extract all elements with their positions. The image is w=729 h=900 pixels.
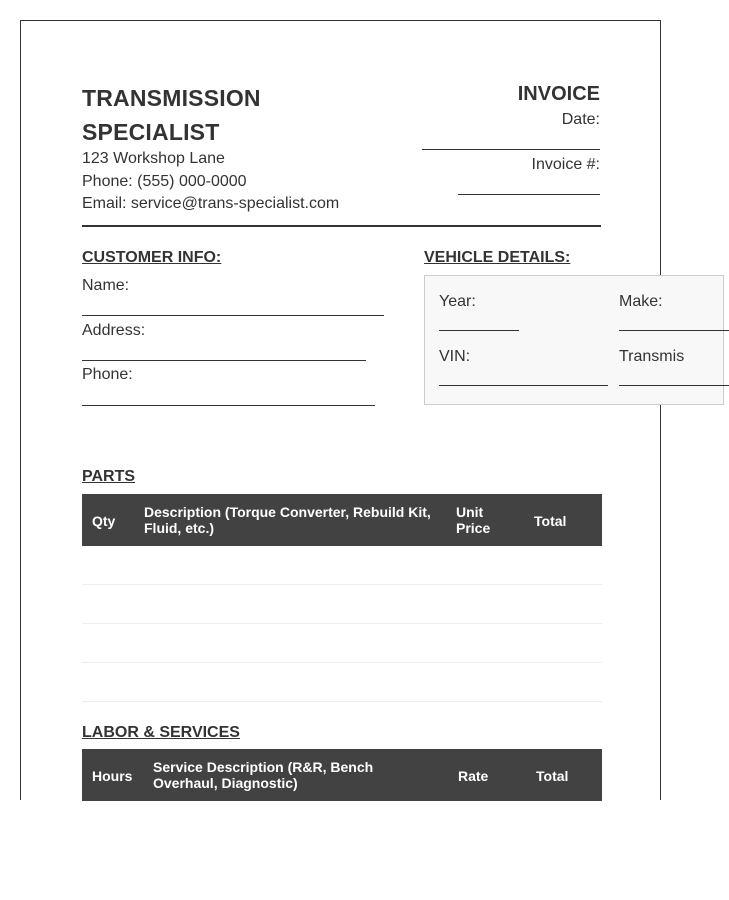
company-phone: Phone: (555) 000-0000	[82, 173, 247, 190]
company-address: 123 Workshop Lane	[82, 150, 225, 167]
customer-phone-field[interactable]	[82, 405, 375, 406]
customer-phone-label: Phone:	[82, 366, 133, 383]
company-email: Email: service@trans-specialist.com	[82, 195, 340, 212]
labor-col-total: Total	[536, 768, 569, 784]
customer-info-title: CUSTOMER INFO:	[82, 249, 222, 266]
date-field[interactable]	[422, 149, 600, 150]
vehicle-make-field[interactable]	[619, 330, 729, 331]
parts-title: PARTS	[82, 468, 136, 485]
customer-address-field[interactable]	[82, 360, 366, 361]
vehicle-year-label: Year:	[439, 293, 476, 310]
labor-col-description: Service Description (R&R, Bench Overhaul, Diagnostic)	[153, 759, 374, 791]
vehicle-make-label: Make:	[619, 293, 663, 310]
vehicle-transmission-label: Transmis	[619, 348, 685, 365]
vehicle-vin-field[interactable]	[439, 385, 608, 386]
invoice-number-field[interactable]	[458, 194, 600, 195]
vehicle-details-title: VEHICLE DETAILS:	[424, 249, 571, 266]
parts-table-header	[82, 494, 602, 546]
parts-col-qty: Qty	[92, 513, 116, 529]
table-row[interactable]	[82, 585, 602, 624]
invoice-number-label: Invoice #:	[531, 156, 600, 173]
date-label: Date:	[561, 111, 600, 128]
labor-col-hours: Hours	[92, 768, 133, 784]
table-row[interactable]	[82, 546, 602, 585]
invoice-page	[20, 20, 685, 800]
parts-col-description: Description (Torque Converter, Rebuild Kit, Fluid, etc.)	[144, 504, 431, 536]
company-name: TRANSMISSION SPECIALIST	[82, 85, 261, 145]
customer-address-label: Address:	[82, 322, 146, 339]
customer-name-field[interactable]	[82, 315, 384, 316]
invoice-title: INVOICE	[517, 83, 600, 105]
vehicle-year-field[interactable]	[439, 330, 519, 331]
parts-col-unit-price: Unit Price	[456, 504, 491, 536]
vehicle-transmission-field[interactable]	[619, 385, 729, 386]
labor-col-rate: Rate	[458, 768, 489, 784]
vehicle-vin-label: VIN:	[439, 348, 471, 365]
parts-col-total: Total	[534, 513, 567, 529]
customer-name-label: Name:	[82, 277, 130, 294]
header-divider	[82, 225, 601, 227]
table-row[interactable]	[82, 624, 602, 663]
labor-table-header	[82, 749, 602, 801]
vehicle-details-box	[424, 275, 724, 405]
labor-services-title: LABOR & SERVICES	[82, 724, 240, 741]
table-row[interactable]	[82, 663, 602, 702]
